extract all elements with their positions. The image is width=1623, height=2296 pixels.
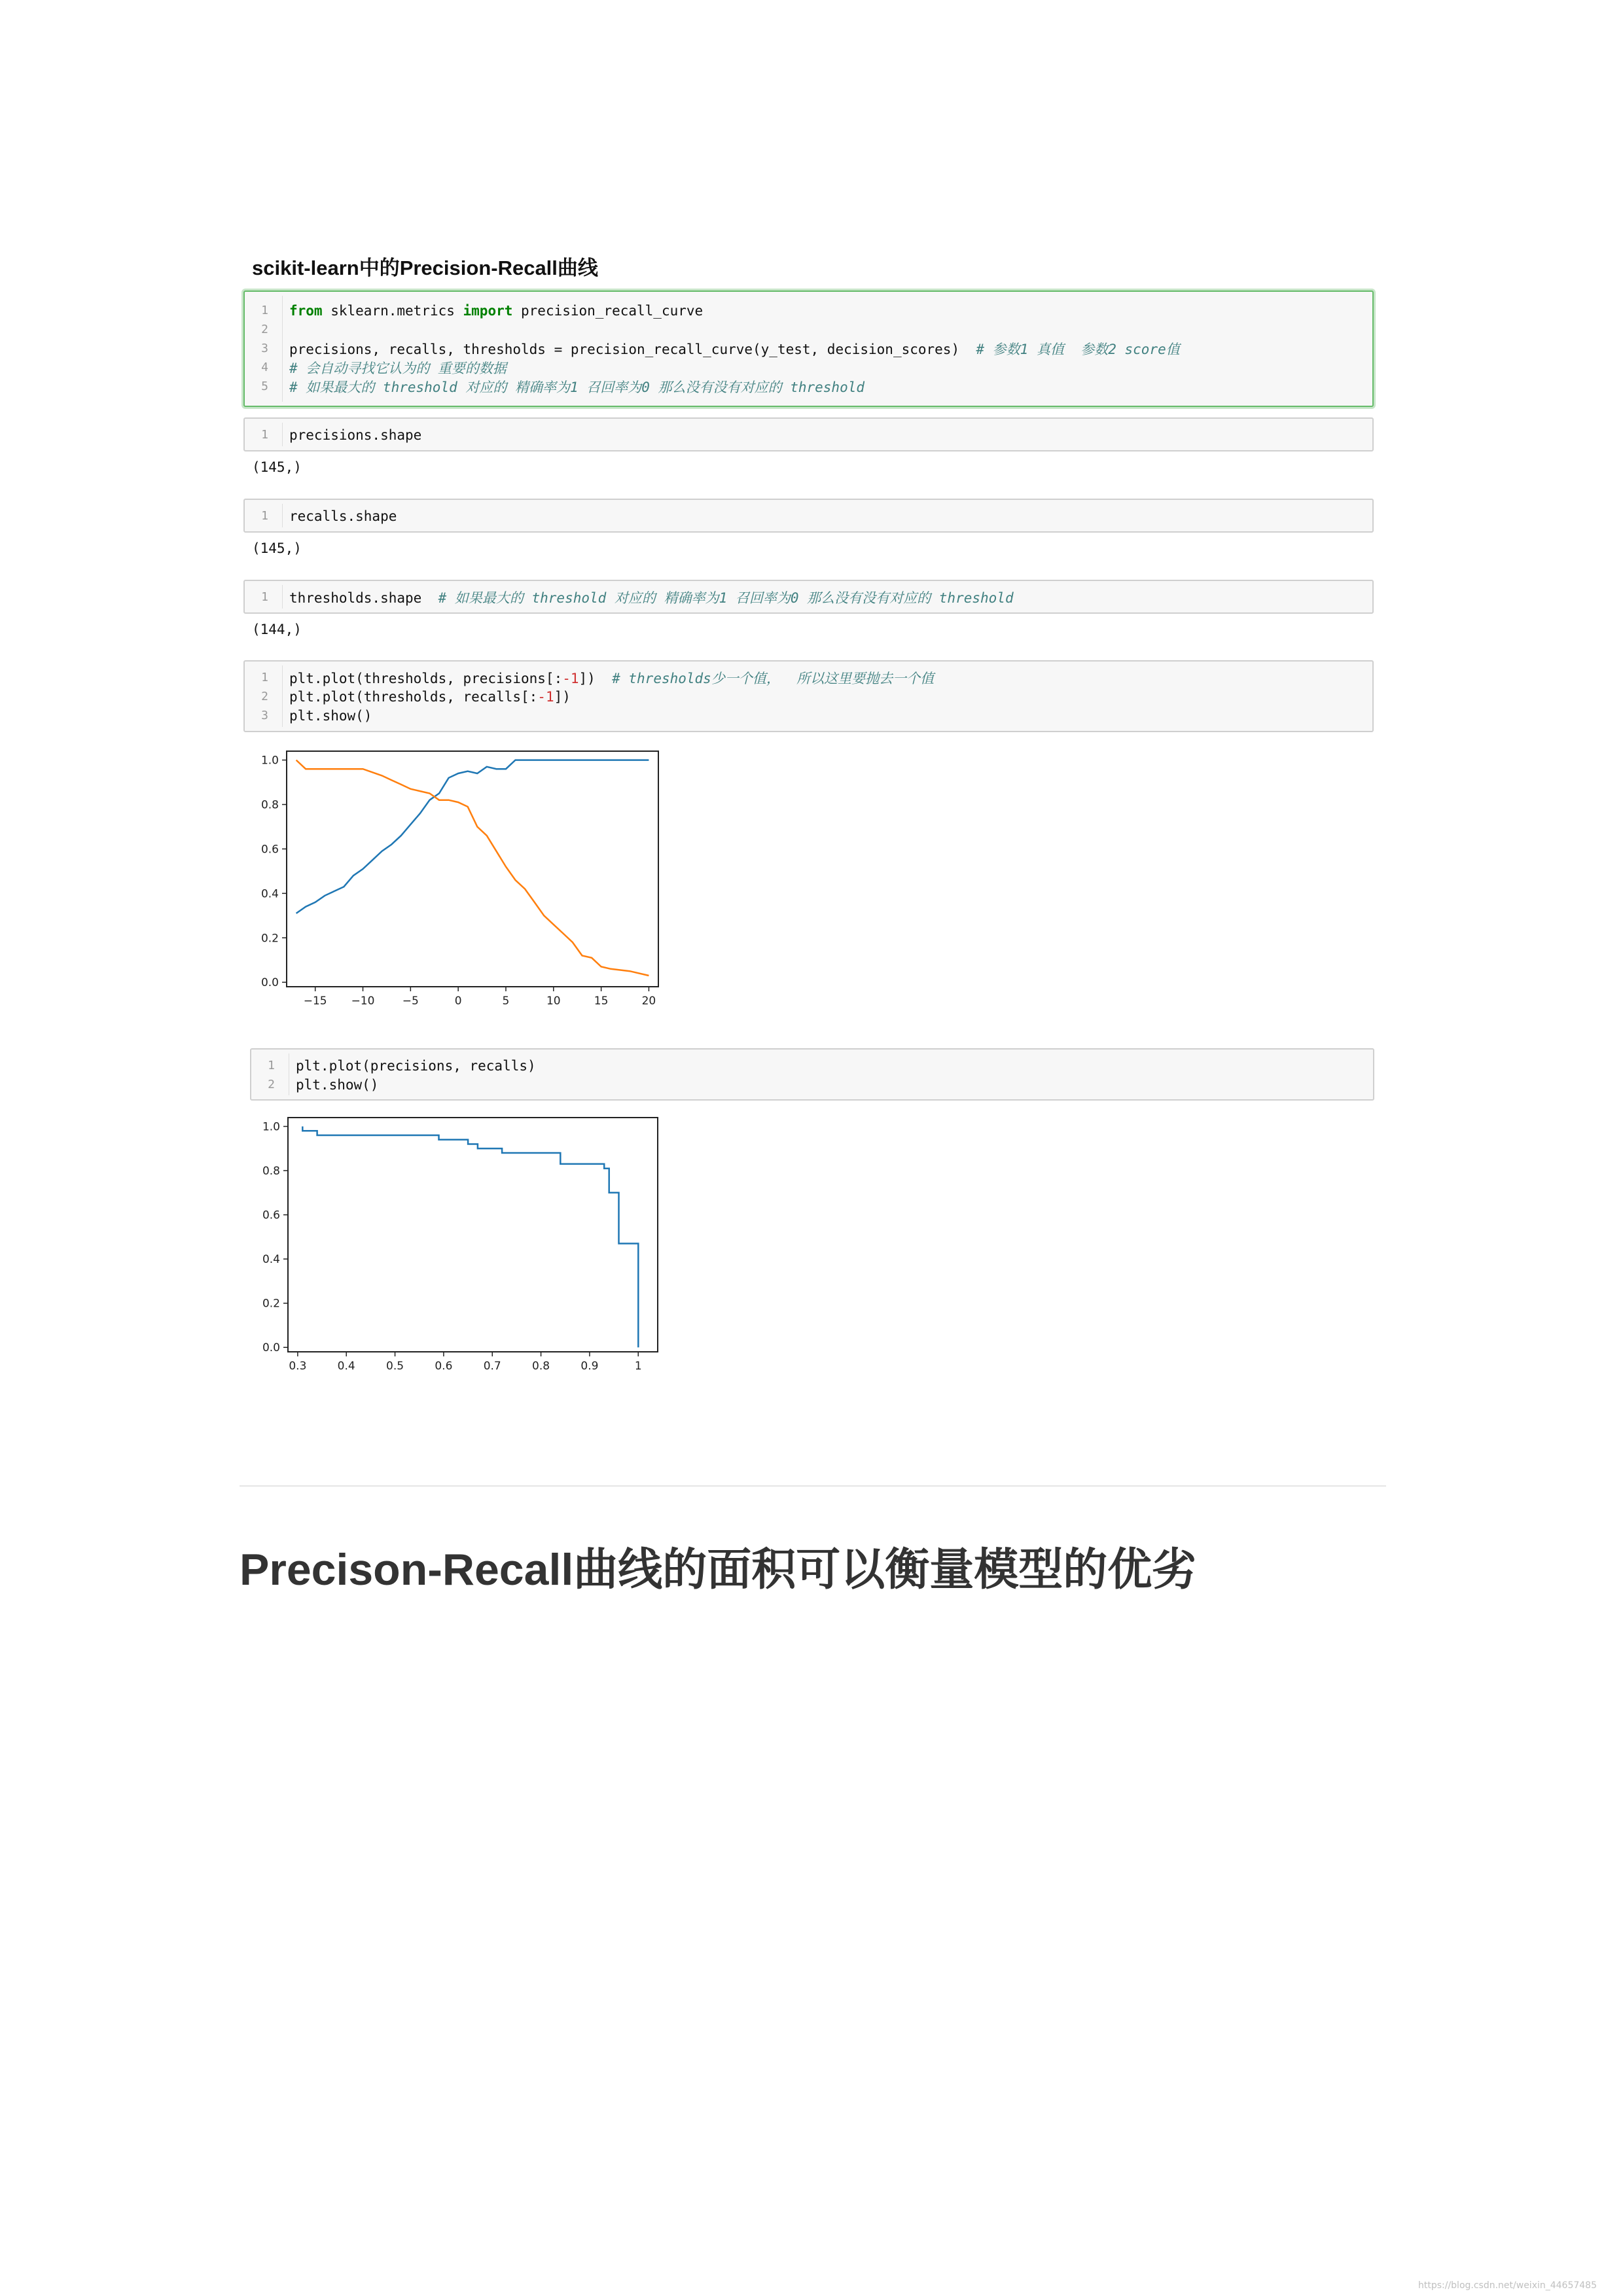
x-tick-label: 1 [634, 1360, 642, 1373]
x-tick-label: 0 [454, 995, 462, 1008]
x-tick-label: 10 [546, 995, 561, 1008]
page-heading: scikit-learn中的Precision-Recall曲线 [252, 256, 598, 279]
x-tick-label: −10 [351, 995, 375, 1008]
x-tick-label: 0.6 [435, 1360, 453, 1373]
y-tick-label: 0.0 [262, 1341, 280, 1355]
y-tick-label: 0.2 [262, 1297, 280, 1311]
code-line: 1 plt.plot(precisions, recalls) [268, 1057, 536, 1074]
section-divider [240, 1485, 1386, 1487]
code-line: 2 plt.plot(thresholds, recalls[:-1]) [261, 688, 571, 705]
code-line: 5 # 如果最大的 threshold 对应的 精确率为1 召回率为0 那么没有没有对应的 threshold [261, 379, 865, 395]
code-line: 3 plt.show() [261, 707, 372, 724]
code-line: 1 from sklearn.metrics import precision_recall_curve [261, 302, 704, 319]
code-line: 2 [261, 323, 268, 336]
x-tick-label: −15 [303, 995, 327, 1008]
x-tick-label: 20 [641, 995, 656, 1008]
cell-output: (145,) [252, 459, 302, 475]
x-tick-label: −5 [402, 995, 419, 1008]
x-tick-label: 5 [502, 995, 510, 1008]
code-cell-thresholds-shape[interactable] [243, 580, 1374, 614]
y-tick-label: 0.4 [260, 887, 279, 901]
y-tick-label: 0.0 [260, 976, 279, 990]
x-tick-label: 15 [594, 995, 609, 1008]
thresholds-plot [242, 746, 674, 1017]
code-line: 2 plt.show() [268, 1076, 379, 1093]
code-line: 1 plt.plot(thresholds, precisions[:-1]) # thresholds少一个值， 所以这里要抛去一个值 [261, 670, 935, 686]
watermark: https://blog.csdn.net/weixin_44657485 [1418, 2280, 1597, 2291]
code-cell-import[interactable] [243, 291, 1374, 407]
y-tick-label: 0.8 [260, 798, 279, 812]
code-cell-plot-thresholds[interactable] [243, 660, 1374, 732]
code-line: 1 recalls.shape [261, 508, 397, 524]
x-tick-label: 0.3 [289, 1360, 307, 1373]
code-line: 4 # 会自动寻找它认为的 重要的数据 [261, 360, 507, 376]
precision-recall-plot [249, 1112, 681, 1387]
y-tick-label: 1.0 [262, 1120, 280, 1134]
y-tick-label: 0.2 [260, 932, 279, 945]
code-line: 1 thresholds.shape # 如果最大的 threshold 对应的 精确率为1 召回率为0 那么没有没有对应的 threshold [261, 590, 1014, 606]
y-tick-label: 1.0 [260, 754, 279, 768]
code-line: 3 precisions, recalls, thresholds = precision_recall_curve(y_test, decision_scores) # 参数1 真值 参数2 score值 [261, 341, 1180, 357]
code-cell-plot-pr[interactable] [250, 1048, 1374, 1101]
x-tick-label: 0.4 [337, 1360, 355, 1373]
cell-output: (144,) [252, 622, 302, 637]
x-tick-label: 0.8 [532, 1360, 550, 1373]
plot-frame [287, 751, 658, 987]
x-tick-label: 0.7 [483, 1360, 501, 1373]
section-heading: Precison-Recall曲线的面积可以衡量模型的优劣 [240, 1545, 1197, 1595]
code-line: 1 precisions.shape [261, 427, 422, 443]
cell-output: (145,) [252, 540, 302, 556]
code-cell-precisions-shape[interactable] [243, 417, 1374, 451]
y-tick-label: 0.6 [262, 1209, 280, 1222]
code-cell-recalls-shape[interactable] [243, 499, 1374, 533]
y-tick-label: 0.4 [262, 1253, 280, 1267]
x-tick-label: 0.9 [580, 1360, 599, 1373]
plot-frame [288, 1118, 658, 1352]
x-tick-label: 0.5 [386, 1360, 404, 1373]
y-tick-label: 0.8 [262, 1165, 280, 1178]
y-tick-label: 0.6 [260, 843, 279, 857]
